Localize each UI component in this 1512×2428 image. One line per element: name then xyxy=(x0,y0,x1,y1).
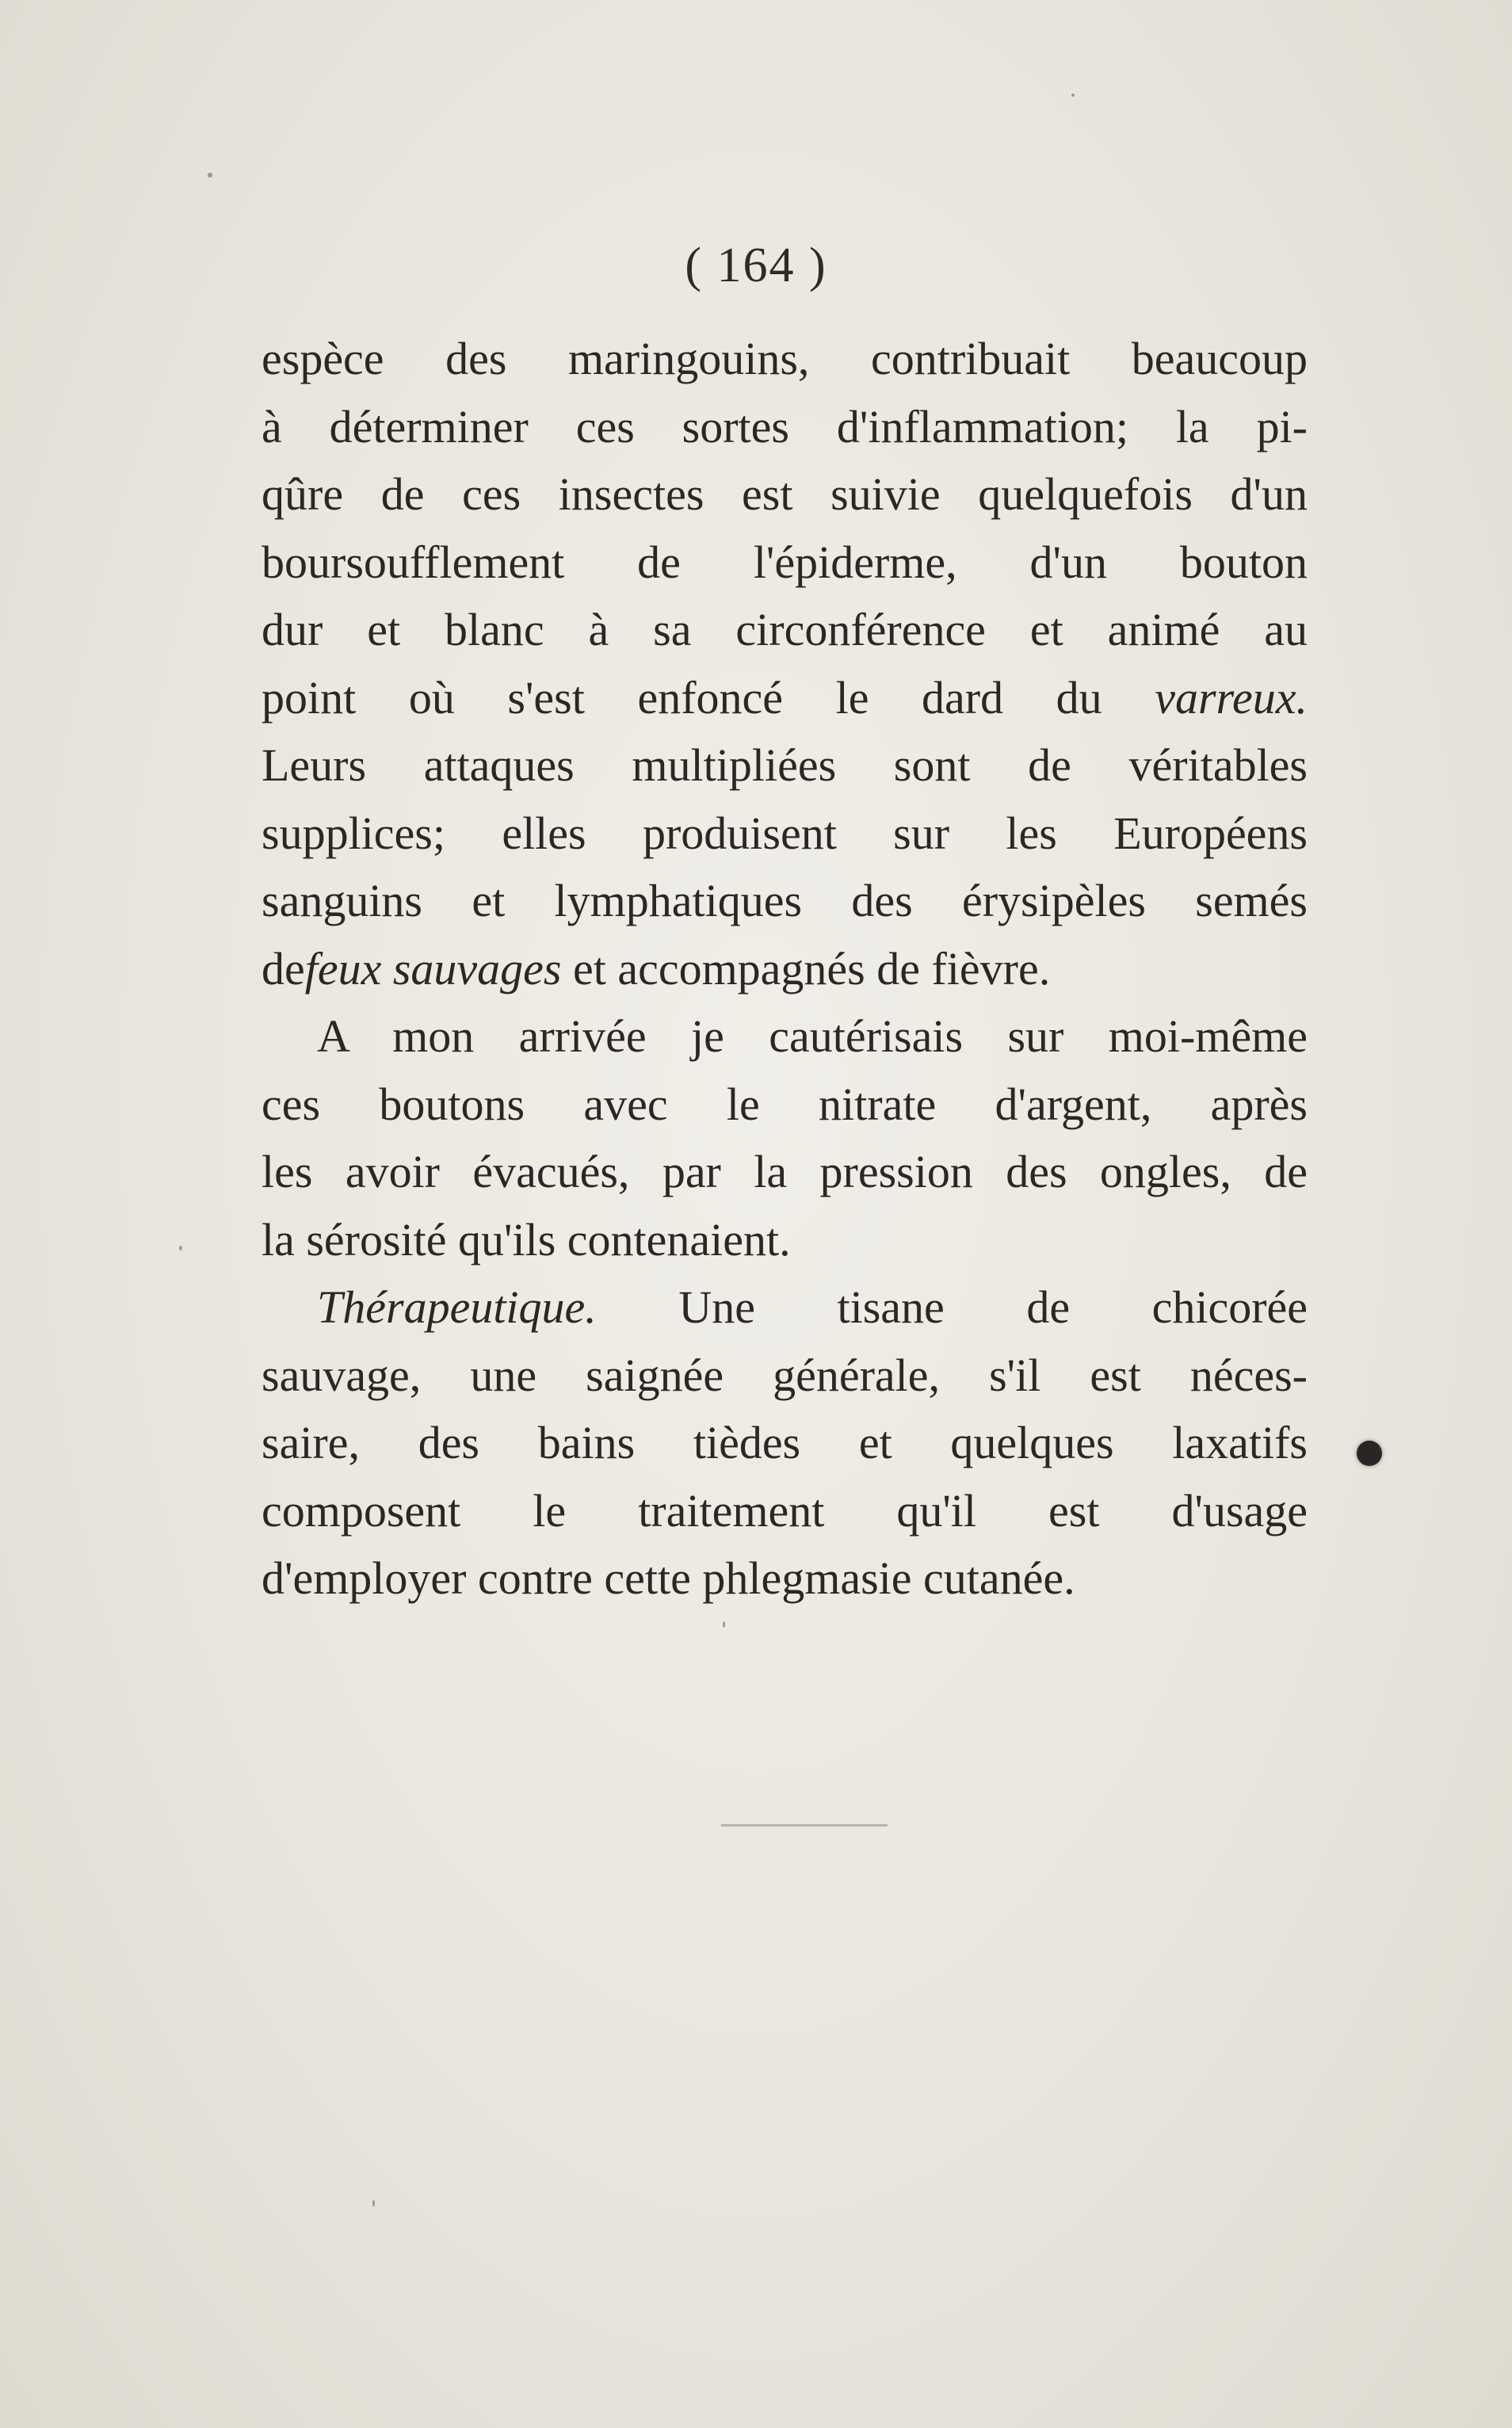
paper-speck xyxy=(723,1621,725,1628)
separator-rule xyxy=(721,1824,888,1827)
show-through-bleed xyxy=(262,1601,1347,2092)
text-segment: Une tisane de chicorée xyxy=(678,1281,1308,1333)
text-line: saire, des bains tièdes et quelques laxatifs xyxy=(262,1417,1308,1468)
italic-term-feux-sauvages: feux sauvages xyxy=(304,942,562,994)
ink-spot-mark xyxy=(1357,1441,1382,1466)
text-segment: et accompagnés de fièvre. xyxy=(561,942,1051,994)
text-segment: point où s'est enfoncé le dard du xyxy=(262,671,1102,723)
text-line: Leurs attaques multipliées sont de véritables xyxy=(262,739,1308,791)
text-line: sanguins et lymphatiques des érysipèles semés xyxy=(262,875,1308,926)
text-line: d'employer contre cette phlegmasie cutanée. xyxy=(262,1552,1075,1604)
text-line: à déterminer ces sortes d'inflammation; la pi- xyxy=(262,400,1308,452)
text-line: composent le traitement qu'il est d'usage xyxy=(262,1484,1308,1537)
text-segment: de xyxy=(262,942,305,994)
text-line: espèce des maringouins, contribuait beaucoup xyxy=(262,333,1308,384)
text-line: boursoufflement de l'épiderme, d'un bouton xyxy=(262,536,1308,588)
italic-heading-therapeutique: Thérapeutique. xyxy=(317,1281,597,1333)
page-number: ( 164 ) xyxy=(685,239,827,292)
body-text xyxy=(262,325,1308,1613)
text-line: supplices; elles produisent sur les Européens xyxy=(262,807,1308,859)
text-line: les avoir évacués, par la pression des ongles, de xyxy=(262,1146,1308,1197)
text-line: dur et blanc à sa circonférence et animé au xyxy=(262,604,1308,655)
paper-speck xyxy=(208,173,212,178)
italic-term-varreux: varreux. xyxy=(1155,671,1308,723)
text-line xyxy=(262,664,1308,732)
text-line: A mon arrivée je cautérisais sur moi-même xyxy=(317,1010,1308,1062)
text-line xyxy=(262,935,1308,1003)
text-line: ces boutons avec le nitrate d'argent, après xyxy=(262,1078,1308,1130)
text-line: sauvage, une saignée générale, s'il est néces- xyxy=(262,1349,1308,1401)
paper-speck xyxy=(179,1246,182,1250)
text-line: qûre de ces insectes est suivie quelquefois d'un xyxy=(262,468,1308,520)
paper-speck xyxy=(1071,94,1075,97)
text-line: la sérosité qu'ils contenaient. xyxy=(262,1213,791,1266)
paper-speck xyxy=(372,2200,375,2207)
text-line xyxy=(262,1273,1308,1342)
